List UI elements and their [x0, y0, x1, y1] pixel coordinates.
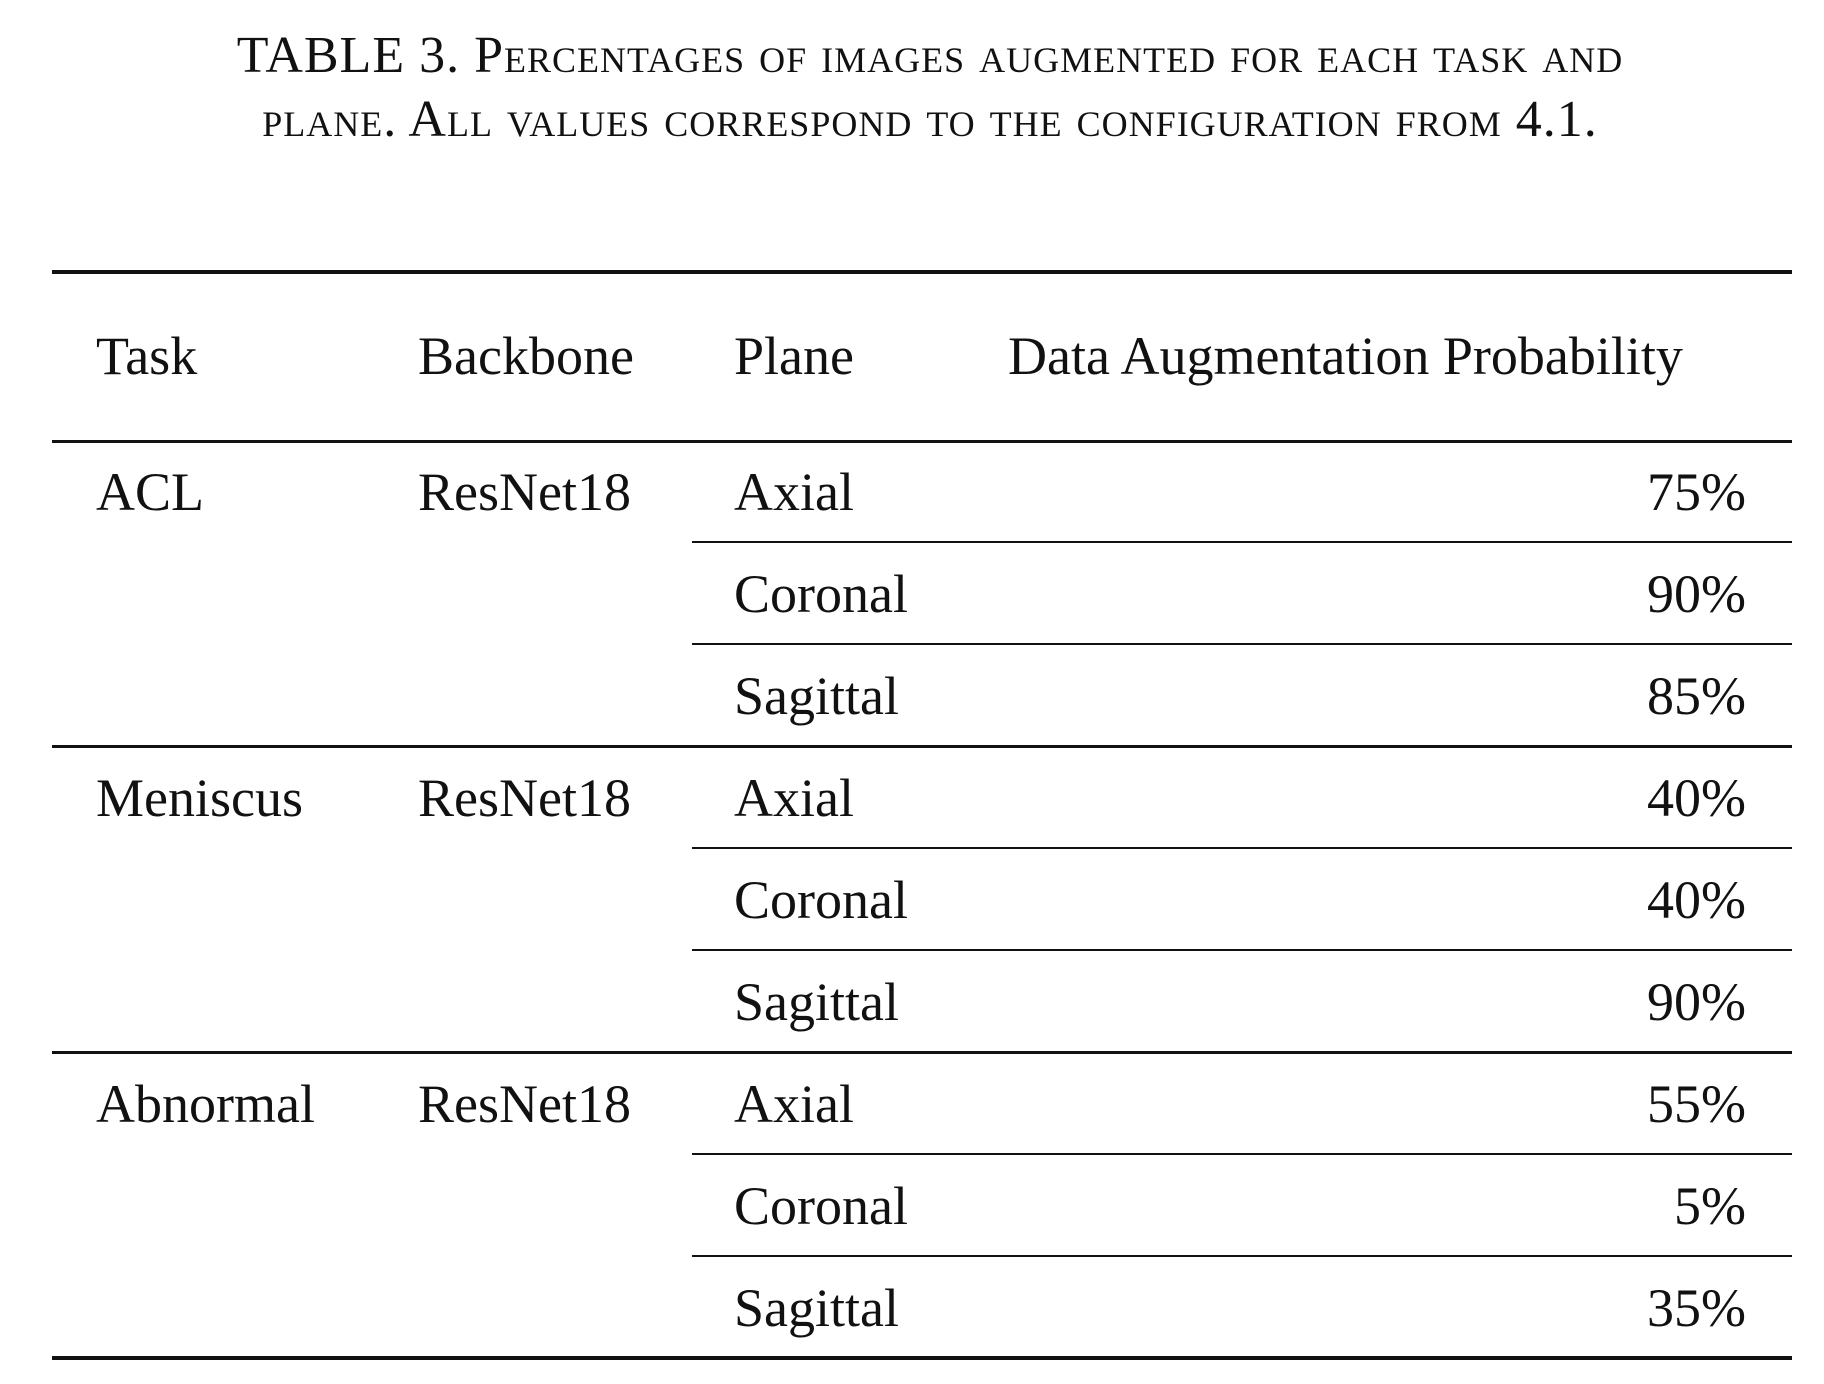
- backbone-cell: ResNet18: [418, 462, 631, 522]
- caption-line-1: TABLE 3. Percentages of images augmented for each task and: [236, 27, 1624, 84]
- probability-cell: 75%: [1647, 462, 1746, 522]
- plane-cell: Axial: [734, 1074, 854, 1134]
- plane-cell: Sagittal: [734, 666, 899, 726]
- probability-cell: 90%: [1647, 564, 1746, 624]
- header-rule: [52, 440, 1792, 443]
- plane-cell: Coronal: [734, 1176, 908, 1236]
- header-backbone: Backbone: [418, 326, 634, 386]
- header-probability: Data Augmentation Probability: [1008, 326, 1683, 386]
- probability-cell: 40%: [1647, 768, 1746, 828]
- plane-cell: Coronal: [734, 870, 908, 930]
- bottom-rule: [52, 1356, 1792, 1360]
- plane-cell: Coronal: [734, 564, 908, 624]
- group-divider: [52, 745, 1792, 748]
- probability-cell: 55%: [1647, 1074, 1746, 1134]
- probability-cell: 5%: [1674, 1176, 1746, 1236]
- task-cell: Abnormal: [96, 1074, 315, 1134]
- task-cell: ACL: [96, 462, 204, 522]
- caption-line-2: plane. All values correspond to the configuration from 4.1.: [262, 91, 1598, 148]
- plane-cell: Axial: [734, 768, 854, 828]
- backbone-cell: ResNet18: [418, 1074, 631, 1134]
- row-divider: [692, 1153, 1792, 1155]
- plane-cell: Sagittal: [734, 972, 899, 1032]
- row-divider: [692, 949, 1792, 951]
- probability-cell: 90%: [1647, 972, 1746, 1032]
- row-divider: [692, 847, 1792, 849]
- plane-cell: Axial: [734, 462, 854, 522]
- row-divider: [692, 541, 1792, 543]
- probability-cell: 35%: [1647, 1278, 1746, 1338]
- row-divider: [692, 1255, 1792, 1257]
- group-divider: [52, 1051, 1792, 1054]
- header-plane: Plane: [734, 326, 854, 386]
- backbone-cell: ResNet18: [418, 768, 631, 828]
- table-caption: [40, 24, 1820, 152]
- top-rule: [52, 270, 1792, 274]
- header-task: Task: [96, 326, 198, 386]
- probability-cell: 40%: [1647, 870, 1746, 930]
- row-divider: [692, 643, 1792, 645]
- task-cell: Meniscus: [96, 768, 303, 828]
- plane-cell: Sagittal: [734, 1278, 899, 1338]
- probability-cell: 85%: [1647, 666, 1746, 726]
